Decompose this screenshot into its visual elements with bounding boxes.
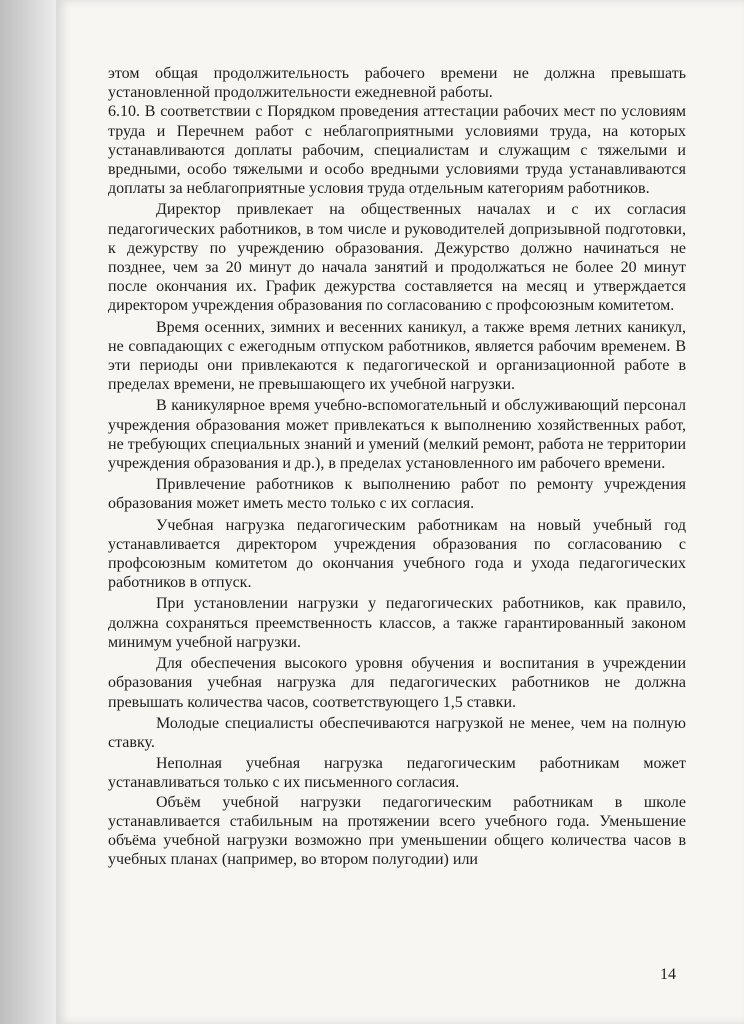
paragraph: Для обеспечения высокого уровня обучения и воспитания в учреждении образования учебная нагрузка для педагогических работников не должна превышать количества часов, соответствующего 1,5 ставки. [108,655,686,711]
paragraph: этом общая продолжительность рабочего времени не должна превышать установленной продолжительности ежедневной работы. [108,65,686,102]
paragraph: Учебная нагрузка педагогическим работникам на новый учебный год устанавливается директором учреждения образования по согласованию с профсоюзным комитетом до окончания учебного года и ухода педагогических работников в отпуск. [108,516,686,592]
paragraph: Неполная учебная нагрузка педагогическим работникам может устанавливаться только с их письменного согласия. [108,755,686,792]
page-number: 14 [660,966,676,983]
scan-edge [0,0,56,1024]
paragraph: Привлечение работников к выполнению работ по ремонту учреждения образования может иметь место только с их согласия. [108,476,686,513]
paragraph: Директор привлекает на общественных началах и с их согласия педагогических работников, в том числе и руководителей допризывной подготовки, к дежурству по учреждению образования. Дежурство должно начинаться не позднее, чем за 20 минут до начала занятий и продолжаться не более 20 минут после окончания их. График дежурства составляется на месяц и утверждается директором учреждения образования по согласованию с профсоюзным комитетом. [108,201,686,315]
paragraph: В каникулярное время учебно-вспомогательный и обслуживающий персонал учреждения образования может привлекаться к выполнению хозяйственных работ, не требующих специальных знаний и умений (мелкий ремонт, работа не территории учреждения образования и др.), в пределах установленного им рабочего времени. [108,397,686,473]
paragraph: При установлении нагрузки у педагогических работников, как правило, должна сохраняться преемственность классов, а также гарантированный законом минимум учебной нагрузки. [108,595,686,651]
paragraph: Время осенних, зимних и весенних каникул, а также время летних каникул, не совпадающих с ежегодным отпуском работников, является рабочим временем. В эти периоды они привлекаются к педагогической и организационной работе в пределах времени, не превышающего их учебной нагрузки. [108,318,686,394]
paragraph: Молодые специалисты обеспечиваются нагрузкой не менее, чем на полную ставку. [108,714,686,751]
page-body [108,64,686,869]
paragraph: Объём учебной нагрузки педагогическим работникам в школе устанавливается стабильным на протяжении всего учебного года. Уменьшение объёма учебной нагрузки возможно при уменьшении общего количества часов в учебных планах (например, во втором полугодии) или [108,793,686,869]
paragraph: 6.10. В соответствии с Порядком проведения аттестации рабочих мест по условиям труда и Перечнем работ с неблагоприятными условиями труда, на которых устанавливаются доплаты рабочим, специалистам и служащим с тяжелыми и вредными, особо тяжелыми и особо вредными условиями труда устанавливаются доплаты за неблагоприятные условия труда отдельным категориям работников. [108,103,686,198]
